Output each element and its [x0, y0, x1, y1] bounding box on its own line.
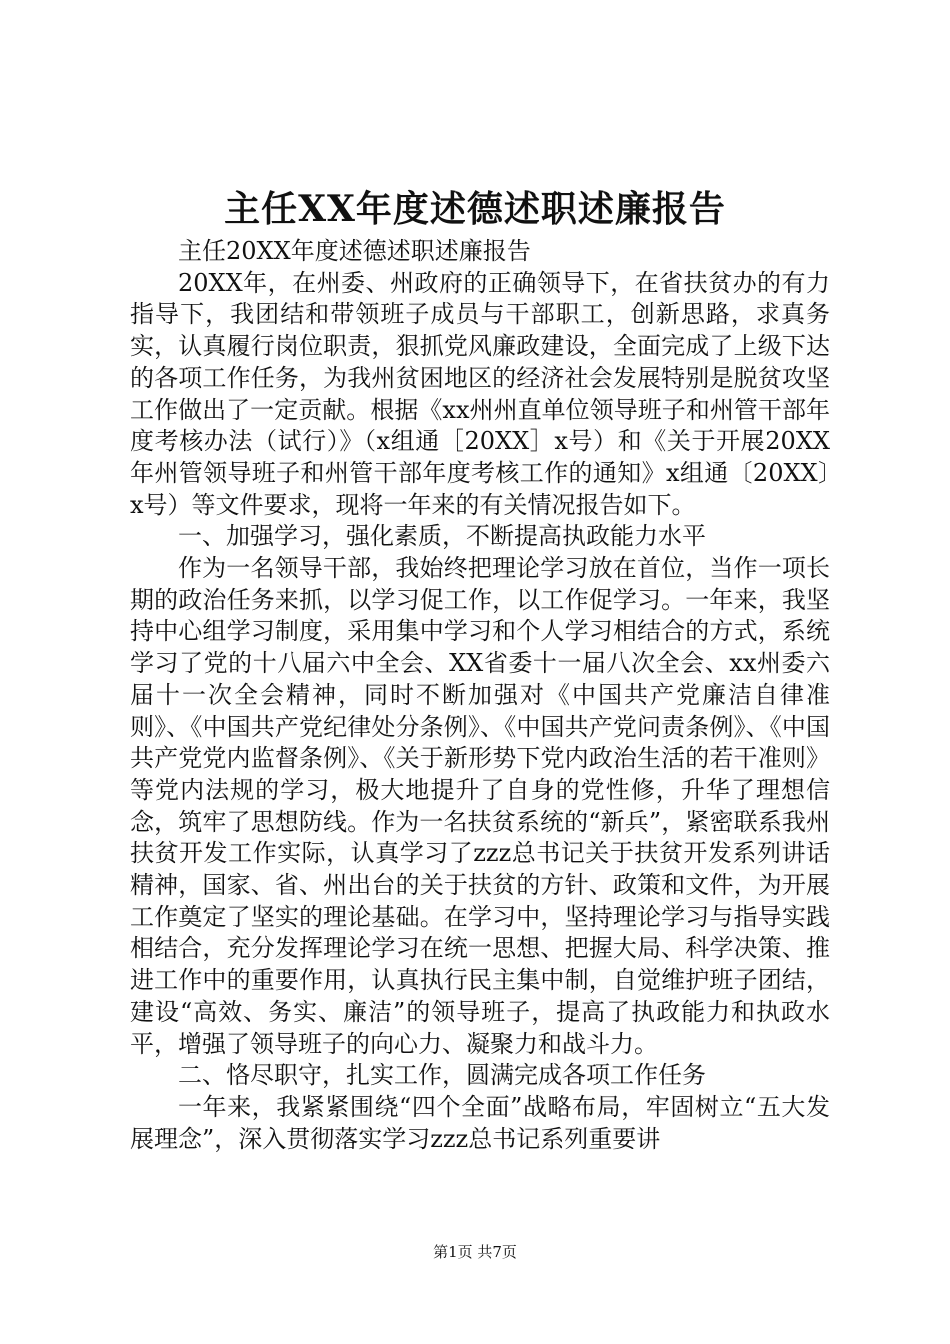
- section-1-paragraph: 作为一名领导干部，我始终把理论学习放在首位，当作一项长期的政治任务来抓，以学习促工作，以工作促学习。一年来，我坚持中心组学习制度，采用集中学习和个人学习相结合的方式，系统学习了党的十八届六中全会、XX省委十一届八次全会、xx州委六届十一次全会精神，同时不断加强对《中国共产党廉洁自律准则》、《中国共产党纪律处分条例》、《中国共产党问责条例》、《中国共产党党内监督条例》、《关于新形势下党内政治生活的若干准则》等党内法规的学习，极大地提升了自身的党性修，升华了理想信念，筑牢了思想防线。作为一名扶贫系统的“新兵”，紧密联系我州扶贫开发工作实际，认真学习了zzz总书记关于扶贫开发系列讲话精神，国家、省、州出台的关于扶贫的方针、政策和文件，为开展工作奠定了坚实的理论基础。在学习中，坚持理论学习与指导实践相结合，充分发挥理论学习在统一思想、把握大局、科学决策、推进工作中的重要作用，认真执行民主集中制，自觉维护班子团结，建设“高效、务实、廉洁”的领导班子，提高了执政能力和执政水平，增强了领导班子的向心力、凝聚力和战斗力。: [130, 554, 830, 1058]
- intro-paragraph: 20XX年，在州委、州政府的正确领导下，在省扶贫办的有力指导下，我团结和带领班子成员与干部职工，创新思路，求真务实，认真履行岗位职责，狠抓党风廉政建设，全面完成了上级下达的各项工作任务，为我州贫困地区的经济社会发展特别是脱贫攻坚工作做出了一定贡献。根据《xx州州直单位领导班子和州管干部年度考核办法（试行）》（x组通［20XX］x号）和《关于开展20XX年州管领导班子和州管干部年度考核工作的通知》x组通〔20XX〕x号）等文件要求，现将一年来的有关情况报告如下。: [130, 268, 830, 519]
- section-heading-1: 一、加强学习，强化素质，不断提高执政能力水平: [178, 522, 706, 551]
- document-body: [130, 236, 830, 1155]
- section-heading-2: 二、恪尽职守，扎实工作，圆满完成各项工作任务: [178, 1061, 706, 1090]
- section-2-paragraph: 一年来，我紧紧围绕“四个全面”战略布局，牢固树立“五大发展理念”，深入贯彻落实学习zzz总书记系列重要讲: [130, 1092, 830, 1153]
- page-number-footer: 第1页 共7页: [433, 1243, 517, 1261]
- subtitle-paragraph: 主任20XX年度述德述职述廉报告: [178, 237, 531, 265]
- document-title: 主任XX年度述德述职述廉报告: [224, 188, 726, 230]
